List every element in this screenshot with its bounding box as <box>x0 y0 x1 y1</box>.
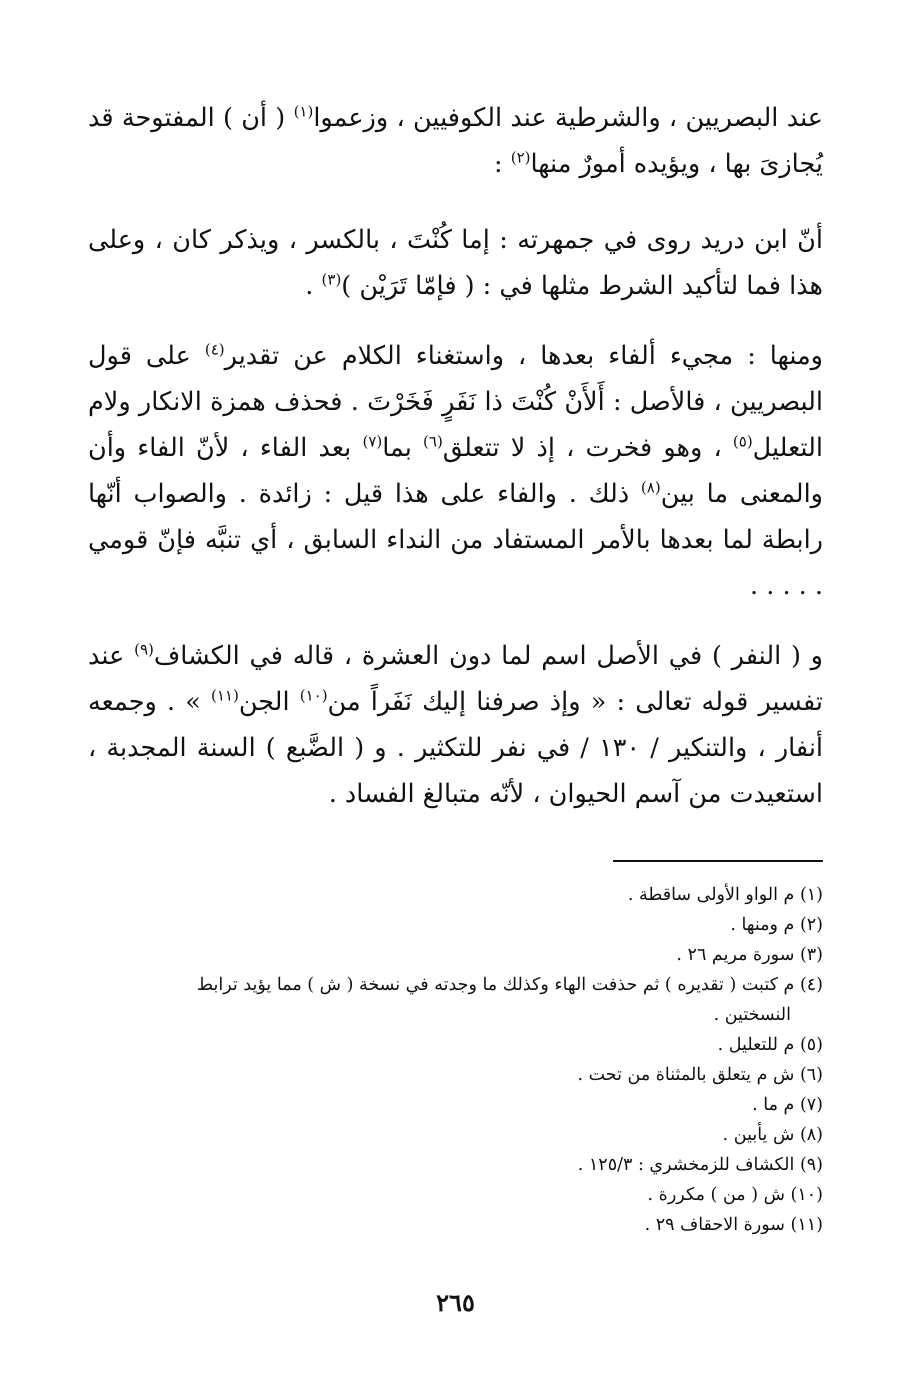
paragraph-text: ومنها : مجيء ألفاء بعدها ، واستغناء الكلام عن تقدير <box>224 341 823 371</box>
footnote-ref: (١٠) <box>299 686 328 705</box>
paragraph-text: بعد الفاء ، لأنّ الفاء وأن والمعنى ما بين <box>88 433 823 509</box>
footnote-text: م ومنها . <box>730 915 795 935</box>
footnote <box>88 1060 823 1090</box>
main-text <box>88 95 823 841</box>
footnote-text: ش ( من ) مكررة . <box>647 1185 785 1205</box>
footnote-text: سورة مريم ٢٦ . <box>676 945 795 965</box>
paragraph-text: الجن <box>238 687 300 717</box>
footnote-ref: (٥) <box>732 432 753 451</box>
footnote <box>88 910 823 940</box>
footnote-text: م للتعليل . <box>717 1035 795 1055</box>
footnote-number: (٣) <box>799 945 823 965</box>
footnote-number: (١) <box>799 885 823 905</box>
footnote-ref: (٦) <box>423 432 443 451</box>
footnote-divider <box>613 860 823 862</box>
footnote-text: ش م يتعلق بالمثناة من تحت . <box>577 1065 795 1085</box>
footnote-number: (٥) <box>799 1035 823 1055</box>
footnotes <box>88 880 823 1240</box>
footnote <box>88 1120 823 1150</box>
paragraph-text: و ( النفر ) في الأصل اسم لما دون العشرة ، قاله في الكشاف <box>153 641 823 671</box>
footnote-continuation: النسختين . <box>713 1005 791 1025</box>
footnote-number: (١٠) <box>790 1185 823 1205</box>
paragraph-text: عند تفسير قوله تعالى : « وإذ صرفنا إليك نَفَراً من <box>88 641 823 717</box>
footnote-ref: (٩) <box>134 640 154 659</box>
paragraph-text: . <box>305 271 322 301</box>
paragraph <box>88 633 823 817</box>
footnote <box>88 1030 823 1060</box>
footnote-ref: (٧) <box>362 432 383 451</box>
footnote-number: (٤) <box>799 975 823 995</box>
paragraph-text: ( أن ) المفتوحة قد يُجازىَ بها ، ويؤيده أمورٌ منها <box>88 103 823 179</box>
footnote-text: م كتبت ( تقديره ) ثم حذفت الهاء وكذلك ما وجدته في نسخة ( ش ) مما يؤيد ترابط <box>196 975 795 995</box>
paragraph-text: » . وجمعه أنفار ، والتنكير / ١٣٠ / في نفر للتكثير . و ( الضَّبع ) السنة المجدبة ، استعيدت من آسم الحيوان ، لأنّه متبالغ الفساد . <box>88 687 823 809</box>
footnote <box>88 1150 823 1180</box>
footnote-ref: (٤) <box>204 340 225 359</box>
footnote <box>88 1210 823 1240</box>
paragraph <box>88 95 823 187</box>
footnote-number: (١١) <box>790 1215 823 1235</box>
footnote-number: (٨) <box>799 1125 823 1145</box>
footnote-text: م الواو الأولى ساقطة . <box>627 885 795 905</box>
footnote <box>88 970 823 1030</box>
footnote-text: م ما . <box>752 1095 795 1115</box>
footnote-ref: (٣) <box>321 270 342 289</box>
footnote-ref: (١١) <box>210 686 239 705</box>
footnote <box>88 880 823 910</box>
footnote-number: (٧) <box>799 1095 823 1115</box>
footnote <box>88 1090 823 1120</box>
footnote-ref: (٨) <box>640 478 661 497</box>
paragraph-text: بما <box>382 433 424 463</box>
footnote-number: (٦) <box>799 1065 823 1085</box>
footnote-text: الكشاف للزمخشري : ١٢٥/٣ . <box>577 1155 795 1175</box>
paragraph-text: عند البصريين ، والشرطية عند الكوفيين ، وزعموا <box>313 103 823 133</box>
footnote-text: ش يأبين . <box>722 1125 795 1145</box>
paragraph-text: : <box>494 149 511 179</box>
footnote-number: (٩) <box>799 1155 823 1175</box>
page-number: ٢٦٥ <box>436 1288 475 1317</box>
footnote-ref: (١) <box>293 102 314 121</box>
paragraph <box>88 333 823 609</box>
footnote <box>88 940 823 970</box>
paragraph-text: أنّ ابن دريد روى في جمهرته : إما كُنْتَ ، بالكسر ، ويذكر كان ، وعلى هذا فما لتأكيد الشرط مثلها في : ( فإمّا تَرَيْن ) <box>88 225 823 301</box>
paragraph-text: على قول البصريين ، فالأصل : أَلأَنْ كُنْتَ ذا نَفَرٍ فَخَرْتَ . فحذف همزة الانكار ولام التعليل <box>88 341 823 463</box>
paragraph-text: ذلك . والفاء على هذا قيل : زائدة . والصواب أنّها رابطة لما بعدها بالأمر المستفاد من النداء السابق ، أي تنبَّه فإنّ قومي . . . . . <box>88 479 823 601</box>
paragraph-text: ، وهو فخرت ، إذ لا تتعلق <box>442 433 733 463</box>
footnote-ref: (٢) <box>510 148 531 167</box>
paragraph <box>88 217 823 309</box>
footnote <box>88 1180 823 1210</box>
footnote-text: سورة الاحقاف ٢٩ . <box>644 1215 785 1235</box>
footnote-number: (٢) <box>799 915 823 935</box>
